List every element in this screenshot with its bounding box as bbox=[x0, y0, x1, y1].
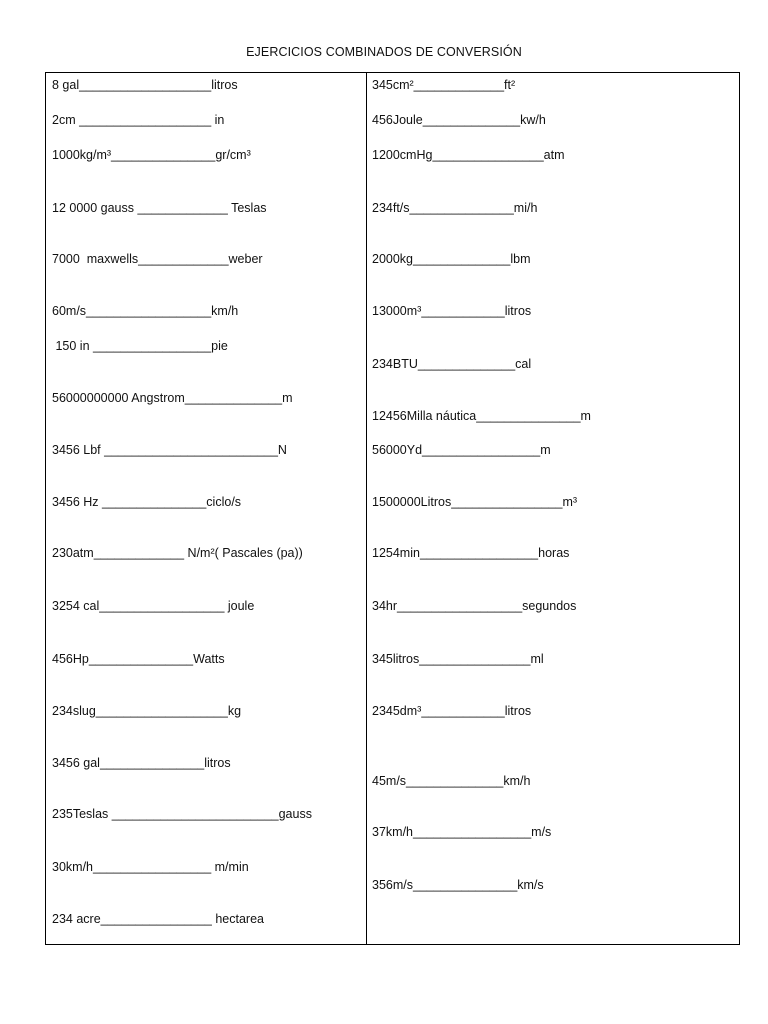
exercise-item: 3456 gal_______________litros bbox=[52, 756, 231, 770]
exercise-item: 12456Milla náutica_______________m bbox=[372, 409, 591, 423]
exercise-item: 356m/s_______________km/s bbox=[372, 878, 544, 892]
exercise-item: 150 in _________________pie bbox=[52, 339, 228, 353]
exercise-item: 8 gal___________________litros bbox=[52, 78, 238, 92]
exercise-item: 3456 Hz _______________ciclo/s bbox=[52, 495, 242, 509]
exercise-item: 3254 cal__________________ joule bbox=[52, 599, 255, 613]
document-title: EJERCICIOS COMBINADOS DE CONVERSIÓN bbox=[246, 45, 522, 59]
exercise-item: 13000m³____________litros bbox=[372, 304, 532, 318]
exercise-item: 234BTU______________cal bbox=[372, 357, 532, 371]
left-column bbox=[52, 73, 362, 944]
exercise-item: 56000000000 Angstrom______________m bbox=[52, 391, 293, 405]
exercise-item: 30km/h_________________ m/min bbox=[52, 860, 249, 874]
exercise-item: 2000kg______________lbm bbox=[372, 252, 531, 266]
exercise-table bbox=[45, 72, 740, 945]
exercise-item: 2345dm³____________litros bbox=[372, 704, 532, 718]
exercise-item: 235Teslas ________________________gauss bbox=[52, 807, 312, 821]
column-divider bbox=[366, 73, 367, 944]
exercise-item: 345cm²_____________ft² bbox=[372, 78, 516, 92]
exercise-item: 230atm_____________ N/m²( Pascales (pa)) bbox=[52, 546, 303, 560]
exercise-item: 45m/s______________km/h bbox=[372, 774, 531, 788]
exercise-item: 1200cmHg________________atm bbox=[372, 148, 565, 162]
exercise-item: 456Joule______________kw/h bbox=[372, 113, 546, 127]
exercise-item: 234ft/s_______________mi/h bbox=[372, 201, 538, 215]
exercise-item: 456Hp_______________Watts bbox=[52, 652, 225, 666]
exercise-item: 3456 Lbf _________________________N bbox=[52, 443, 287, 457]
exercise-item: 60m/s__________________km/h bbox=[52, 304, 239, 318]
exercise-item: 1000kg/m³_______________gr/cm³ bbox=[52, 148, 251, 162]
exercise-item: 2cm ___________________ in bbox=[52, 113, 225, 127]
exercise-item: 345litros________________ml bbox=[372, 652, 544, 666]
exercise-item: 1254min_________________horas bbox=[372, 546, 570, 560]
exercise-item: 7000 maxwells_____________weber bbox=[52, 252, 263, 266]
exercise-item: 1500000Litros________________m³ bbox=[372, 495, 578, 509]
exercise-item: 56000Yd_________________m bbox=[372, 443, 551, 457]
exercise-item: 34hr__________________segundos bbox=[372, 599, 577, 613]
exercise-item: 12 0000 gauss _____________ Teslas bbox=[52, 201, 267, 215]
right-column bbox=[372, 73, 734, 944]
exercise-item: 37km/h_________________m/s bbox=[372, 825, 552, 839]
exercise-item: 234 acre________________ hectarea bbox=[52, 912, 264, 926]
exercise-item: 234slug___________________kg bbox=[52, 704, 242, 718]
